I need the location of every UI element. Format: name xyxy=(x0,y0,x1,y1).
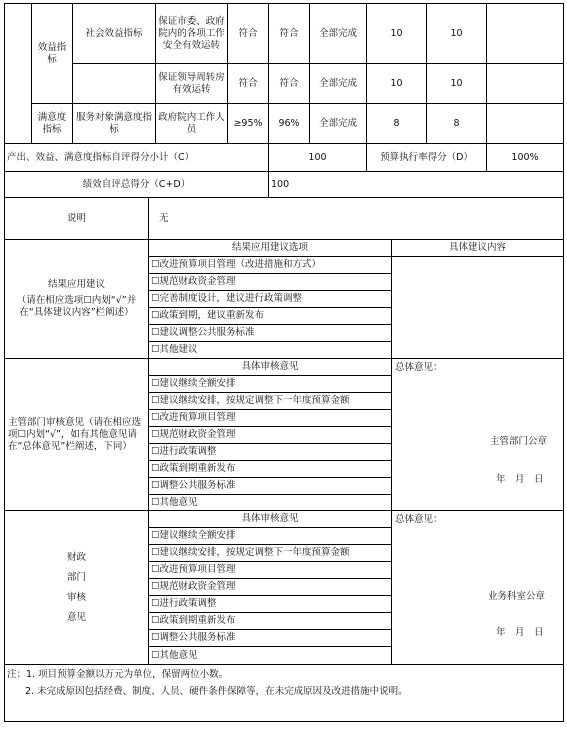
indicator-cell: 政府院内工作人员 xyxy=(155,103,228,144)
result-option-checkbox[interactable]: ☐规范财政资金管理 xyxy=(148,273,392,291)
actual-cell: 96% xyxy=(268,103,310,144)
dept-seal-label: 主管部门公章 xyxy=(490,436,548,447)
result-content-header: 具体建议内容 xyxy=(391,239,564,257)
actual-cell: 符合 xyxy=(268,63,310,104)
finance-label-line: 部门 xyxy=(66,571,86,583)
notes xyxy=(7,668,408,699)
finance-option-checkbox[interactable]: ☐政策到期重新发布 xyxy=(148,612,392,630)
finance-label-line: 财政 xyxy=(66,551,86,563)
dept-date-label: 年 月 日 xyxy=(496,474,544,485)
finance-date-label: 年 月 日 xyxy=(496,627,544,638)
dept-option-checkbox[interactable]: ☐进行政策调整 xyxy=(148,443,392,461)
remark-cell xyxy=(486,103,564,144)
score-full-cell: 10 xyxy=(366,63,427,104)
dept-review-label: 主管部门审核意见（请在相应选项☐内划“√”，如有其他意见请在“总体意见”栏阐述，下同） xyxy=(4,358,149,511)
explain-label: 说明 xyxy=(4,197,149,240)
finance-label-line: 意见 xyxy=(66,611,86,623)
finance-specific-header: 具体审核意见 xyxy=(148,510,392,528)
indicator-cell: 保证市委、政府院内的各项工作安全有效运转 xyxy=(155,3,228,64)
total-value: 100 xyxy=(268,171,564,198)
status-cell: 全部完成 xyxy=(309,103,367,144)
finance-overall-label: 总体意见： xyxy=(395,514,443,525)
actual-cell: 符合 xyxy=(268,3,310,64)
subtotal-value: 100 xyxy=(268,143,367,172)
dept-option-checkbox[interactable]: ☐政策到期重新发布 xyxy=(148,460,392,478)
finance-label-line: 审核 xyxy=(66,591,86,603)
result-options-header: 结果应用建议选项 xyxy=(148,239,392,257)
result-application-label xyxy=(4,239,149,359)
left-blank-cell xyxy=(4,3,32,144)
dept-option-checkbox[interactable]: ☐建议继续安排，按规定调整下一年度预算金额 xyxy=(148,392,392,410)
exec-rate-label: 预算执行率得分（D） xyxy=(366,143,487,172)
result-option-checkbox[interactable]: ☐完善制度设计，建议进行政策调整 xyxy=(148,290,392,308)
score-full-cell: 8 xyxy=(366,103,427,144)
score-got-cell: 8 xyxy=(426,103,487,144)
result-option-checkbox[interactable]: ☐建议调整公共服务标准 xyxy=(148,324,392,342)
dept-option-checkbox[interactable]: ☐建议继续全额安排 xyxy=(148,375,392,393)
dept-overall-label: 总体意见： xyxy=(395,362,443,373)
remark-cell xyxy=(486,3,564,64)
score-got-cell: 10 xyxy=(426,3,487,64)
satisfaction-indicator-label: 满意度指标 xyxy=(31,103,73,144)
finance-option-checkbox[interactable]: ☐其他意见 xyxy=(148,646,392,665)
dept-option-checkbox[interactable]: ☐规范财政资金管理 xyxy=(148,426,392,444)
target-cell: ≥95% xyxy=(227,103,269,144)
dept-option-checkbox[interactable]: ☐调整公共服务标准 xyxy=(148,477,392,495)
finance-overall-area[interactable] xyxy=(391,510,564,665)
status-cell: 全部完成 xyxy=(309,63,367,104)
finance-review-label xyxy=(4,510,149,665)
social-benefit-label: 社会效益指标 xyxy=(72,3,156,64)
dept-overall-area[interactable] xyxy=(391,358,564,511)
score-got-cell: 10 xyxy=(426,63,487,104)
finance-option-checkbox[interactable]: ☐建议继续安排，按规定调整下一年度预算金额 xyxy=(148,544,392,562)
exec-rate-value: 100% xyxy=(486,143,564,172)
subtotal-label: 产出、效益、满意度指标自评得分小计（C） xyxy=(4,143,269,172)
result-option-checkbox[interactable]: ☐其他建议 xyxy=(148,341,392,359)
finance-option-checkbox[interactable]: ☐规范财政资金管理 xyxy=(148,578,392,596)
status-cell: 全部完成 xyxy=(309,3,367,64)
note-line: 注：1. 项目预算金额以万元为单位，保留两位小数。 xyxy=(7,669,229,680)
remark-cell xyxy=(486,63,564,104)
target-cell: 符合 xyxy=(227,63,269,104)
benefit-indicator-label: 效益指标 xyxy=(31,3,73,104)
dept-option-checkbox[interactable]: ☐改进预算项目管理 xyxy=(148,409,392,427)
finance-seal-label: 业务科室公章 xyxy=(488,591,546,602)
indicator-cell: 保证领导周转房有效运转 xyxy=(155,63,228,104)
dept-specific-header: 具体审核意见 xyxy=(148,358,392,376)
service-satisfaction-label: 服务对象满意度指标 xyxy=(72,103,156,144)
finance-option-checkbox[interactable]: ☐建议继续全额安排 xyxy=(148,527,392,545)
social-benefit-blank xyxy=(72,63,156,104)
target-cell: 符合 xyxy=(227,3,269,64)
result-option-checkbox[interactable]: ☐政策到期，建议重新发布 xyxy=(148,307,392,325)
finance-option-checkbox[interactable]: ☐进行政策调整 xyxy=(148,595,392,613)
total-label: 绩效自评总得分（C+D） xyxy=(4,171,269,198)
result-application-hint: （请在相应选项☐内划“√”并在“具体建议内容”栏阐述） xyxy=(16,295,137,318)
result-application-title: 结果应用建议 xyxy=(47,279,105,290)
dept-option-checkbox[interactable]: ☐其他意见 xyxy=(148,494,392,511)
score-full-cell: 10 xyxy=(366,3,427,64)
note-line: 2. 未完成原因包括经费、制度、人员、硬件条件保障等，在未完成原因及改进措施中说明。 xyxy=(25,686,408,697)
explain-value: 无 xyxy=(148,197,564,240)
result-option-checkbox[interactable]: ☐改进预算项目管理（改进措施和方式） xyxy=(148,256,392,274)
finance-option-checkbox[interactable]: ☐调整公共服务标准 xyxy=(148,629,392,647)
finance-option-checkbox[interactable]: ☐改进预算项目管理 xyxy=(148,561,392,579)
result-content-area[interactable] xyxy=(391,256,564,359)
